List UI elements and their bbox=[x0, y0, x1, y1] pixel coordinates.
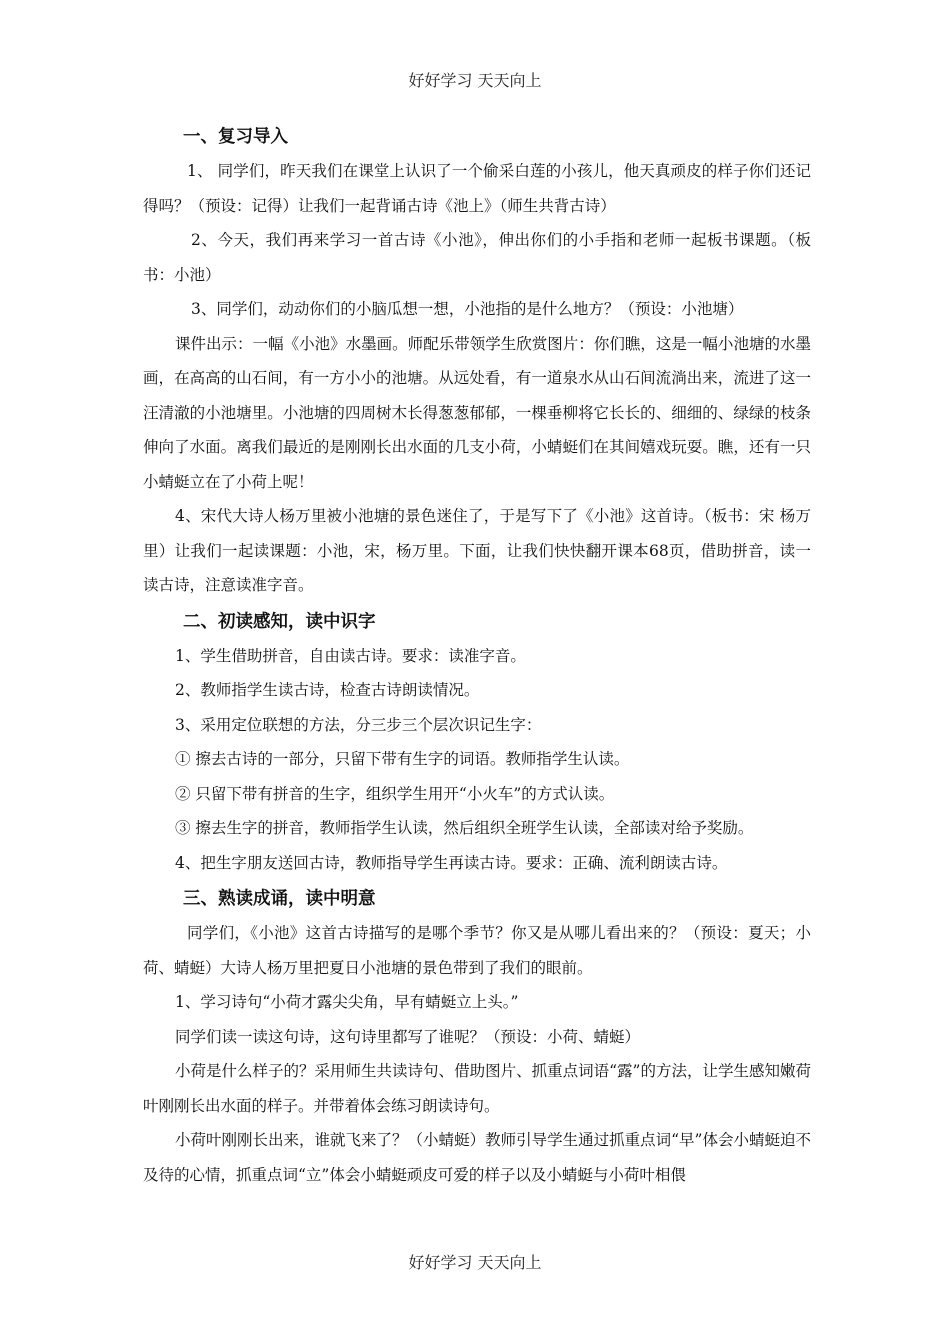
paragraph: 同学们读一读这句诗，这句诗里都写了谁呢？（预设：小荷、蜻蜓） bbox=[175, 1027, 641, 1046]
paragraph: 小荷是什么样子的？采用师生共读诗句、借助图片、抓重点词语“露”的方法，让学生感知嫩荷叶刚刚长出水面的样子。并带着体会练习朗读诗句。 bbox=[143, 1062, 811, 1115]
paragraph: 3、同学们，动动你们的小脑瓜想一想，小池指的是什么地方？（预设：小池塘） bbox=[191, 300, 744, 318]
section-heading-3: 三、熟读成诵，读中明意 bbox=[183, 889, 376, 909]
list-item: 2、教师指学生读古诗，检查古诗朗读情况。 bbox=[175, 681, 480, 699]
paragraph: 4、宋代大诗人杨万里被小池塘的景色迷住了，于是写下了《小池》这首诗。（板书：宋 杨万里）让我们一起读课题：小池，宋，杨万里。下面，让我们快快翻开课本68页，借助拼音，读一读古诗，注意读准字音。 bbox=[143, 507, 811, 594]
list-item: ③ 擦去生字的拼音，教师指学生认读，然后组织全班学生认读，全部读对给予奖励。 bbox=[175, 819, 754, 837]
page-footer: 好好学习 天天向上 bbox=[408, 1253, 542, 1272]
section-heading-2: 二、初读感知，读中识字 bbox=[183, 611, 376, 632]
list-item: 1、学生借助拼音，自由读古诗。要求：读准字音。 bbox=[175, 646, 526, 665]
paragraph: 1、 同学们，昨天我们在课堂上认识了一个偷采白莲的小孩儿，他天真顽皮的样子你们还记得吗？（预设：记得）让我们一起背诵古诗《池上》（师生共背古诗） bbox=[143, 162, 811, 215]
list-item: ② 只留下带有拼音的生字，组织学生用开“小火车”的方式认读。 bbox=[175, 784, 615, 803]
list-item: 4、把生字朋友送回古诗，教师指导学生再读古诗。要求：正确、流利朗读古诗。 bbox=[175, 853, 728, 872]
document-body bbox=[143, 118, 811, 1192]
paragraph: 2、今天，我们再来学习一首古诗《小池》，伸出你们的小手指和老师一起板书课题。（板书：小池） bbox=[143, 231, 811, 284]
paragraph: 同学们，《小池》这首古诗描写的是哪个季节？你又是从哪儿看出来的？（预设：夏天；小荷、蜻蜓）大诗人杨万里把夏日小池塘的景色带到了我们的眼前。 bbox=[143, 924, 811, 977]
list-item: 3、采用定位联想的方法，分三步三个层次识记生字： bbox=[175, 715, 542, 734]
paragraph: 小荷叶刚刚长出来，谁就飞来了？（小蜻蜓）教师引导学生通过抓重点词“早”体会小蜻蜓迫不及待的心情，抓重点词“立”体会小蜻蜓顽皮可爱的样子以及小蜻蜓与小荷叶相偎 bbox=[143, 1131, 811, 1184]
paragraph: 1、学习诗句“小荷才露尖尖角，早有蜻蜓立上头。” bbox=[175, 993, 519, 1011]
paragraph: 课件出示：一幅《小池》水墨画。师配乐带领学生欣赏图片：你们瞧，这是一幅小池塘的水墨画，在高高的山石间，有一方小小的池塘。从远处看，有一道泉水从山石间流淌出来，流进了这一汪清澈的小池塘里。小池塘的四周树木长得葱葱郁郁，一棵垂柳将它长长的、细细的、绿绿的枝条伸向了水面。离我们最近的是刚刚长出水面的几支小荷，小蜻蜓们在其间嬉戏玩耍。瞧，还有一只小蜻蜓立在了小荷上呢！ bbox=[143, 334, 811, 491]
page-header: 好好学习 天天向上 bbox=[408, 71, 542, 90]
section-heading-1: 一、复习导入 bbox=[183, 127, 288, 147]
list-item: ① 擦去古诗的一部分，只留下带有生字的词语。教师指学生认读。 bbox=[175, 750, 630, 768]
